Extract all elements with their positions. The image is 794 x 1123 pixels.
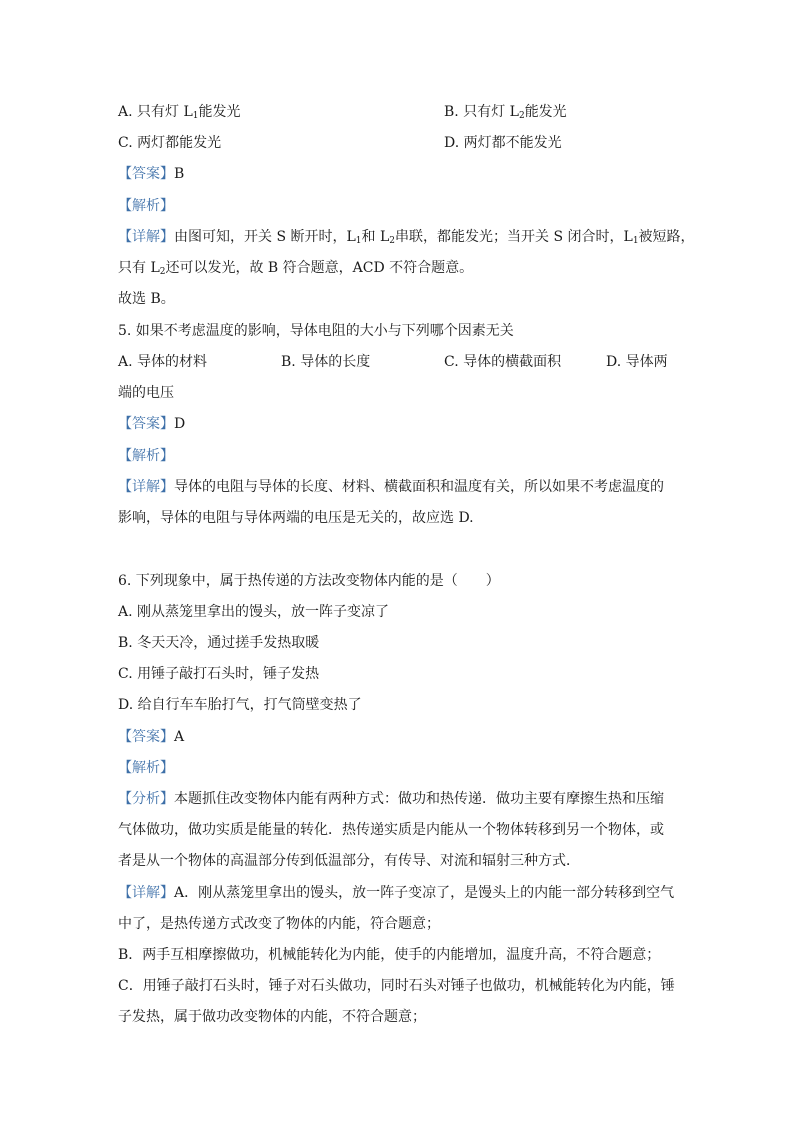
conclusion-text: 故选 B。 [118, 291, 175, 307]
answer-tag: 【答案】 [118, 729, 174, 745]
q6-option-c [118, 664, 319, 684]
question-text: 5. 如果不考虑温度的影响，导体电阻的大小与下列哪个因素无关 [118, 323, 514, 339]
q6-detail-line-1 [118, 883, 674, 903]
q5-answer [118, 414, 185, 434]
q4-option-d [444, 133, 562, 153]
subscript: 2 [518, 111, 525, 121]
q5-analysis [118, 446, 174, 466]
answer-value: B [174, 166, 185, 182]
option-text: C. 导体的横截面积 [444, 354, 562, 370]
option-text: A. 刚从蒸笼里拿出的馒头，放一阵子变凉了 [118, 604, 390, 620]
answer-value: D [174, 416, 186, 432]
analysis-text: 气体做功，做功实质是能量的转化．热传递实质是内能从一个物体转移到另一个物体，或 [118, 822, 664, 838]
q5-option-c [444, 352, 561, 372]
q6-question [118, 571, 500, 591]
option-text: 能发光 [524, 104, 567, 120]
subscript: 1 [192, 111, 199, 121]
question-text: 6. 下列现象中，属于热传递的方法改变物体内能的是（ ） [118, 573, 500, 589]
analysis-text: 本题抓住改变物体内能有两种方式：做功和热传递．做功主要有摩擦生热和压缩 [174, 791, 664, 807]
option-text: A. 导体的材料 [118, 354, 208, 370]
q5-detail-line-2 [118, 508, 474, 528]
q4-detail-line-1 [118, 227, 695, 247]
q5-option-d [606, 352, 668, 372]
detail-tag: 【详解】 [118, 229, 174, 245]
analysis-tag: 【解析】 [118, 448, 174, 464]
detail-tag: 【详解】 [118, 885, 174, 901]
option-text: 能发光 [198, 104, 241, 120]
q6-analysis-line-2 [118, 820, 664, 840]
q6-detail-line-3 [118, 945, 660, 965]
q4-option-c [118, 133, 221, 153]
detail-text: 导体的电阻与导体的长度、材料、横截面积和温度有关，所以如果不考虑温度的 [174, 479, 664, 495]
option-text: B. 冬天天冷，通过搓手发热取暖 [118, 635, 320, 651]
q4-detail-line-2 [118, 258, 473, 278]
analysis-text: 者是从一个物体的高温部分传到低温部分，有传导、对流和辐射三种方式． [118, 853, 580, 869]
q4-analysis [118, 196, 174, 216]
detail-text: B．两手互相摩擦做功，机械能转化为内能，使手的内能增加，温度升高，不符合题意； [118, 947, 661, 963]
analysis-label: 【分析】 [118, 791, 174, 807]
q5-detail-line-1 [118, 477, 664, 497]
q4-option-a [118, 102, 241, 122]
detail-text: 串联，都能发光；当开关 S 闭合时，L [395, 229, 633, 245]
q6-option-b [118, 633, 319, 653]
subscript: 2 [159, 267, 166, 277]
q5-option-b [281, 352, 370, 372]
q5-option-a [118, 352, 207, 372]
analysis-tag: 【解析】 [118, 198, 174, 214]
detail-text: 影响，导体的电阻与导体两端的电压是无关的，故应选 D. [118, 510, 474, 526]
analysis-tag: 【解析】 [118, 760, 174, 776]
q6-detail-line-5 [118, 1007, 426, 1027]
q6-analysis-line-3 [118, 851, 580, 871]
option-text: 两灯都能发光 [137, 135, 222, 151]
detail-text: 只有 L [118, 260, 160, 276]
option-text: 端的电压 [118, 385, 174, 401]
q5-question [118, 321, 514, 341]
option-text: 两灯都不能发光 [463, 135, 562, 151]
q6-detail-line-4 [118, 976, 675, 996]
detail-tag: 【详解】 [118, 479, 174, 495]
q4-option-b [444, 102, 567, 122]
q6-option-d [118, 695, 362, 715]
option-text: D. 导体两 [606, 354, 668, 370]
answer-value: A [174, 729, 185, 745]
detail-text: 还可以发光，故 B 符合题意，ACD 不符合题意。 [165, 260, 474, 276]
q6-analysis-line-1 [118, 789, 664, 809]
option-prefix: D. [444, 135, 460, 151]
q6-detail-line-2 [118, 914, 440, 934]
answer-tag: 【答案】 [118, 416, 174, 432]
detail-text: 由图可知，开关 S 断开时，L [174, 229, 356, 245]
subscript: 1 [632, 236, 639, 246]
option-text: 只有灯 L [137, 104, 193, 120]
detail-text: 子发热，属于做功改变物体的内能，不符合题意； [118, 1009, 426, 1025]
q6-answer [118, 727, 184, 747]
option-text: B. 导体的长度 [281, 354, 371, 370]
detail-text: 和 L [361, 229, 390, 245]
q6-option-a [118, 602, 389, 622]
detail-text: A．刚从蒸笼里拿出的馒头，放一阵子变凉了，是馒头上的内能一部分转移到空气 [174, 885, 675, 901]
detail-text: 中了，是热传递方式改变了物体的内能，符合题意； [118, 916, 440, 932]
detail-text: 被短路， [638, 229, 695, 245]
q6-analysis [118, 758, 174, 778]
subscript: 1 [355, 236, 362, 246]
q4-answer [118, 164, 184, 184]
option-text: C. 用锤子敲打石头时，锤子发热 [118, 666, 320, 682]
option-prefix: C. [118, 135, 133, 151]
detail-text: C．用锤子敲打石头时，锤子对石头做功，同时石头对锤子也做功，机械能转化为内能，锤 [118, 978, 675, 994]
option-prefix: A. [118, 104, 133, 120]
subscript: 2 [389, 236, 396, 246]
option-prefix: B. [444, 104, 459, 120]
option-text: 只有灯 L [463, 104, 519, 120]
answer-tag: 【答案】 [118, 166, 174, 182]
option-text: D. 给自行车车胎打气，打气筒壁变热了 [118, 697, 362, 713]
q4-conclusion [118, 289, 175, 309]
q5-option-d-continued [118, 383, 174, 403]
